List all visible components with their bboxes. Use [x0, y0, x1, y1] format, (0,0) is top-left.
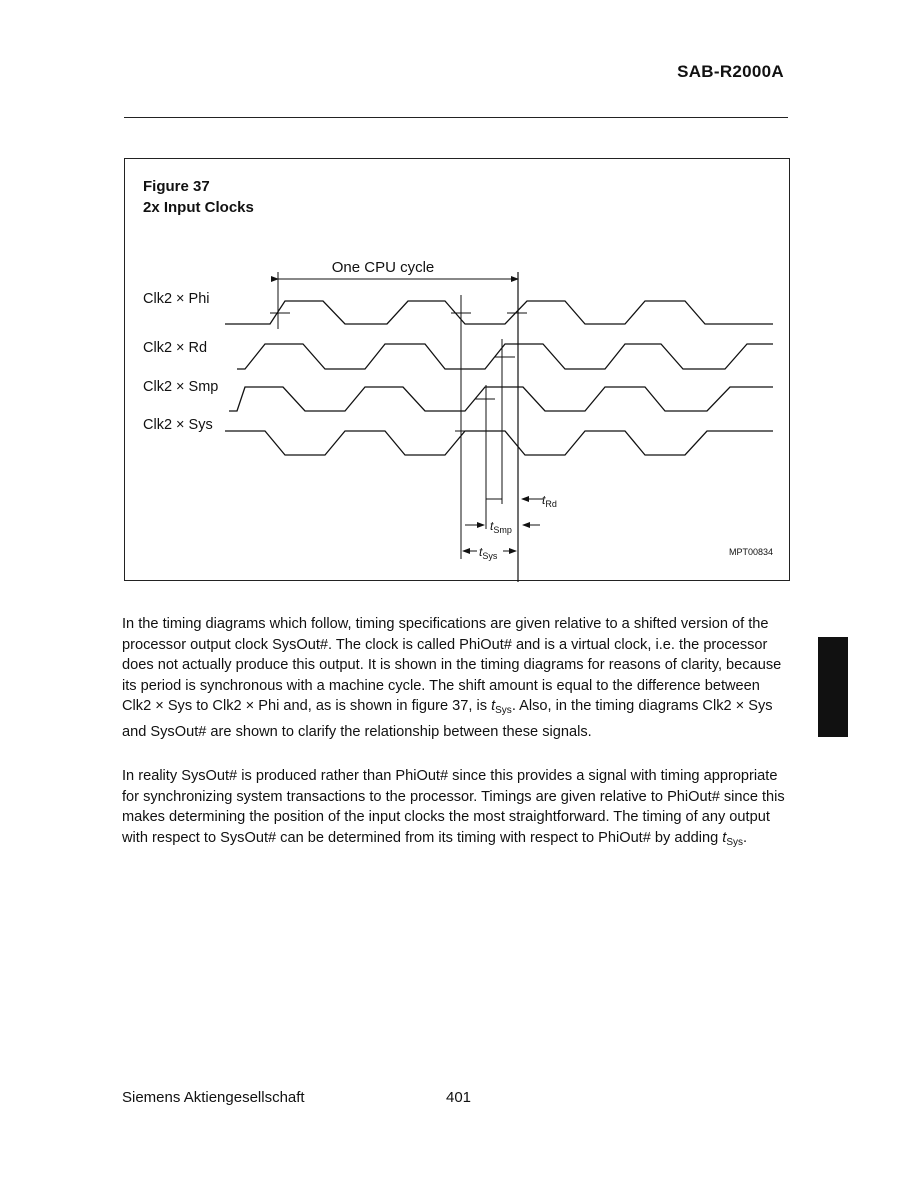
paragraph-2-subscript: Sys	[726, 836, 743, 848]
timing-diagram	[125, 159, 791, 582]
footer-page-number: 401	[446, 1089, 472, 1106]
figure-title: 2x Input Clocks	[143, 199, 254, 216]
paragraph-2-symbol: t	[722, 829, 727, 846]
body-paragraph-2	[122, 766, 790, 853]
signal-label-rd: Clk2 × Rd	[143, 340, 208, 356]
waveform-sys	[225, 431, 773, 455]
paragraph-1-symbol: t	[491, 698, 496, 714]
paragraph-1-subscript: Sys	[495, 705, 512, 716]
crossing-ticks	[270, 313, 527, 431]
t-rd-label: $t_{Rd}$	[542, 493, 557, 509]
signal-label-phi: Clk2 × Phi	[143, 291, 210, 307]
reference-lines	[461, 295, 502, 559]
paragraph-1-text-b: . Also, in the timing diagrams Clk2 × Sys and SysOut# are shown to clarify the relationship between these signals.	[122, 698, 773, 740]
footer-company: Siemens Aktiengesellschaft	[122, 1089, 305, 1106]
side-tab-marker	[818, 637, 848, 737]
figure-code: MPT00834	[728, 547, 773, 557]
paragraph-2-text-b: .	[743, 829, 748, 846]
signal-label-sys: Clk2 × Sys	[143, 417, 213, 433]
body-paragraph-1	[122, 614, 790, 742]
cycle-label: One CPU cycle	[331, 259, 435, 276]
waveform-smp	[229, 387, 773, 411]
t-smp-label: $t_{Smp}$	[490, 519, 512, 535]
figure-box	[124, 158, 790, 581]
waveform-phi	[225, 301, 773, 324]
paragraph-2-text-a: In reality SysOut# is produced rather than PhiOut# since this provides a signal with timing appropriate for synchronizing system transactions to the processor. Timings are given relative to PhiOut# since this makes determining the position of the input clocks the most straightforward. The timing of any output with respect to SysOut# can be determined from its timing with respect to PhiOut# by adding	[122, 768, 785, 846]
figure-number: Figure 37	[143, 178, 210, 195]
paragraph-1-text-a: In the timing diagrams which follow, timing specifications are given relative to a shifted version of the processor output clock SysOut#. The clock is called PhiOut# and is a virtual clock, i.e. the processor does not actually produce this output. It is shown in the timing diagrams for reasons of clarity, because its period is synchronous with a machine cycle. The shift amount is equal to the difference between Clk2 × Sys to Clk2 × Phi and, as is shown in figure 37, is	[122, 616, 782, 714]
document-header-title: SAB-R2000A	[677, 62, 784, 81]
signal-label-smp: Clk2 × Smp	[143, 379, 219, 395]
t-sys-label: $t_{Sys}$	[479, 545, 498, 561]
header-rule	[124, 117, 788, 118]
